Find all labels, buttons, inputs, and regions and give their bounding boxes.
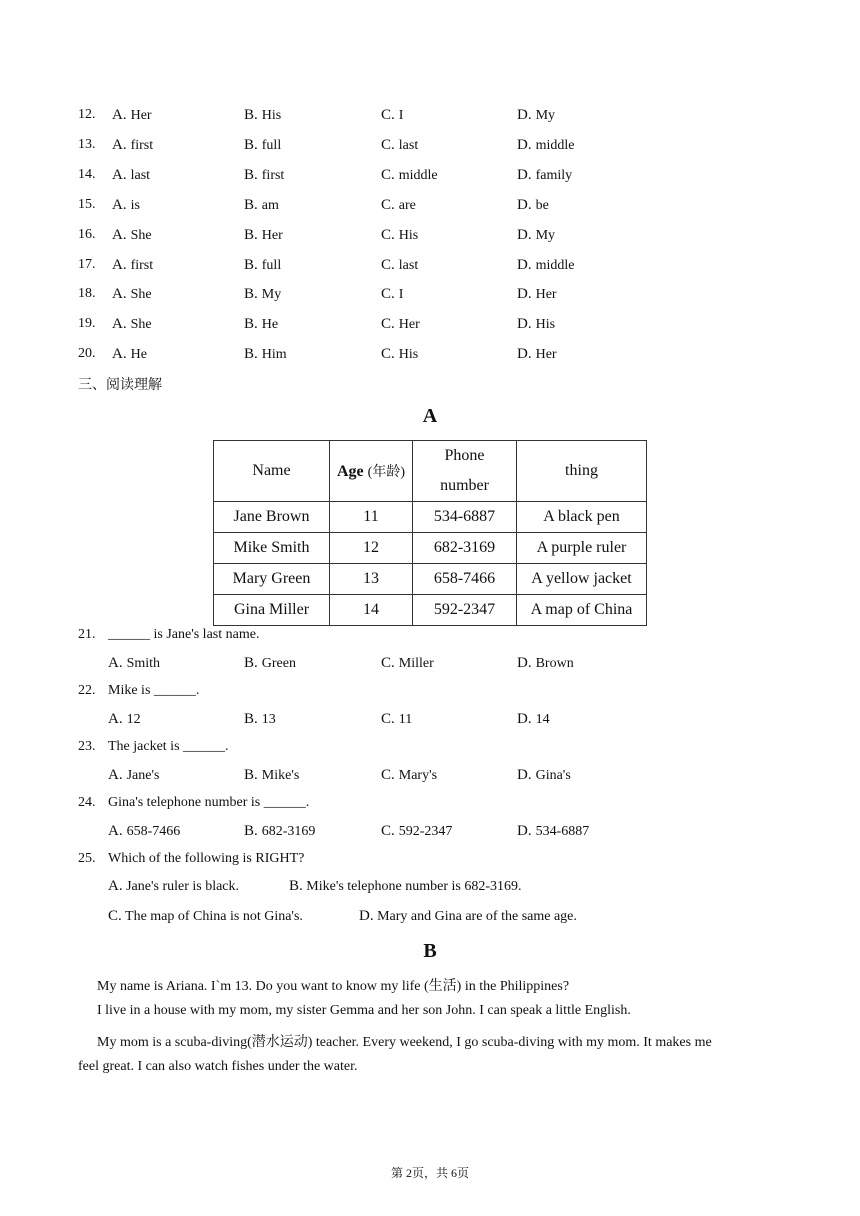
option-c: C. are xyxy=(381,196,416,213)
page-footer: 第 2页，共 6页 xyxy=(390,1166,469,1180)
q25-option-c: C. The map of China is not Gina's. xyxy=(108,908,303,924)
option-c: C. 592-2347 xyxy=(381,823,453,839)
cell-age: 12 xyxy=(330,533,413,564)
choice-row xyxy=(0,134,860,156)
option-b: B. full xyxy=(244,256,282,273)
question-number: 16. xyxy=(78,226,96,242)
choice-row xyxy=(0,254,860,276)
choice-row xyxy=(0,283,860,305)
cell-name: Mary Green xyxy=(214,564,330,595)
table-row xyxy=(214,502,647,533)
option-c: C. Her xyxy=(381,316,420,333)
cell-thing: A map of China xyxy=(517,595,647,626)
header-thing: thing xyxy=(517,441,647,502)
option-a: A. She xyxy=(112,286,152,303)
question-number: 18. xyxy=(78,286,96,302)
choice-row xyxy=(0,194,860,216)
option-b: B. His xyxy=(244,107,282,123)
option-c: C. Mary's xyxy=(381,767,438,783)
choice-row xyxy=(0,343,860,365)
info-table xyxy=(213,440,647,626)
option-a: A. first xyxy=(112,256,154,273)
q25-option-a: A. Jane's ruler is black. xyxy=(108,878,240,894)
table-row xyxy=(214,595,647,626)
question-number: 19. xyxy=(78,316,96,332)
option-c: C. 11 xyxy=(381,711,413,727)
cell-phone: 682-3169 xyxy=(413,533,517,564)
choice-row xyxy=(0,104,860,126)
option-b: B. Green xyxy=(244,655,296,671)
option-c: C. middle xyxy=(381,166,438,183)
option-c: C. His xyxy=(381,346,419,363)
option-d: D. Her xyxy=(517,346,557,363)
option-a: A. He xyxy=(112,346,147,363)
option-c: C. Miller xyxy=(381,655,434,671)
passage-line: I live in a house with my mom, my sister Gemma and her son John. I can speak a little English. xyxy=(97,1003,631,1018)
option-d: D. middle xyxy=(517,136,575,153)
question: 23. The jacket is ______. xyxy=(78,739,229,754)
q25-option-d: D. Mary and Gina are of the same age. xyxy=(359,908,577,924)
cell-phone: 534-6887 xyxy=(413,502,517,533)
option-b: B. My xyxy=(244,286,282,303)
option-b: B. 13 xyxy=(244,711,276,727)
option-d: D. middle xyxy=(517,256,575,273)
option-d: D. Her xyxy=(517,286,557,303)
option-b: B. am xyxy=(244,196,279,213)
option-d: D. family xyxy=(517,166,573,183)
option-d: D. be xyxy=(517,196,549,213)
option-c: C. last xyxy=(381,256,419,273)
option-a: A. last xyxy=(112,166,151,183)
option-c: C. last xyxy=(381,136,419,153)
section-title: 三、阅读理解 xyxy=(78,378,162,393)
passage-a-heading: A xyxy=(422,405,438,427)
passage-line: feel great. I can also watch fishes under the water. xyxy=(78,1059,358,1074)
cell-phone: 592-2347 xyxy=(413,595,517,626)
choice-row xyxy=(0,313,860,335)
option-d: D. My xyxy=(517,107,556,123)
cell-thing: A purple ruler xyxy=(517,533,647,564)
option-b: B. He xyxy=(244,316,279,333)
option-a: A. She xyxy=(112,226,152,243)
question-number: 15. xyxy=(78,196,96,212)
header-age: Age (年龄) xyxy=(330,441,413,502)
option-b: B. Him xyxy=(244,346,287,363)
choice-row xyxy=(0,164,860,186)
question-number: 20. xyxy=(78,346,96,362)
option-d: D. Gina's xyxy=(517,767,571,783)
table-row xyxy=(214,564,647,595)
option-a: A. Jane's xyxy=(108,767,160,783)
question-number: 12. xyxy=(78,107,96,122)
option-b: B. Mike's xyxy=(244,767,300,783)
option-a: A. first xyxy=(112,136,154,153)
option-d: D. Brown xyxy=(517,655,574,671)
option-c: C. His xyxy=(381,226,419,243)
cell-phone: 658-7466 xyxy=(413,564,517,595)
cell-thing: A yellow jacket xyxy=(517,564,647,595)
option-d: D. His xyxy=(517,316,556,333)
question-number: 17. xyxy=(78,256,96,272)
option-a: A. Smith xyxy=(108,655,161,671)
question-25: 25. Which of the following is RIGHT? xyxy=(78,851,305,866)
option-b: B. first xyxy=(244,166,285,183)
question: 21. ______ is Jane's last name. xyxy=(78,627,260,642)
option-c: C. I xyxy=(381,286,404,303)
question: 22. Mike is ______. xyxy=(78,683,200,698)
header-name: Name xyxy=(214,441,330,502)
choice-row xyxy=(0,224,860,246)
passage-line: My mom is a scuba-diving(潜水运动) teacher. Every weekend, I go scuba-diving with my mom. It makes me xyxy=(97,1035,712,1050)
question: 24. Gina's telephone number is ______. xyxy=(78,795,310,810)
option-a: A. is xyxy=(112,196,140,213)
option-d: D. 14 xyxy=(517,711,550,727)
header-phone: Phone number xyxy=(413,441,517,502)
option-d: D. 534-6887 xyxy=(517,823,590,839)
cell-name: Jane Brown xyxy=(214,502,330,533)
option-a: A. Her xyxy=(112,107,152,123)
cell-name: Gina Miller xyxy=(214,595,330,626)
option-a: A. She xyxy=(112,316,152,333)
option-d: D. My xyxy=(517,226,556,243)
cell-age: 13 xyxy=(330,564,413,595)
option-a: A. 12 xyxy=(108,711,141,727)
question-number: 13. xyxy=(78,136,96,152)
cell-thing: A black pen xyxy=(517,502,647,533)
cell-age: 11 xyxy=(330,502,413,533)
cell-name: Mike Smith xyxy=(214,533,330,564)
option-b: B. full xyxy=(244,136,282,153)
cell-age: 14 xyxy=(330,595,413,626)
option-a: A. 658-7466 xyxy=(108,823,181,839)
option-c: C. I xyxy=(381,107,404,123)
table-row xyxy=(214,533,647,564)
passage-b-heading: B xyxy=(423,940,437,962)
passage-line: My name is Ariana. I`m 13. Do you want to know my life (生活) in the Philippines? xyxy=(97,979,570,994)
question-number: 14. xyxy=(78,166,96,182)
option-b: B. Her xyxy=(244,226,283,243)
option-b: B. 682-3169 xyxy=(244,823,316,839)
q25-option-b: B. Mike's telephone number is 682-3169. xyxy=(289,878,522,894)
